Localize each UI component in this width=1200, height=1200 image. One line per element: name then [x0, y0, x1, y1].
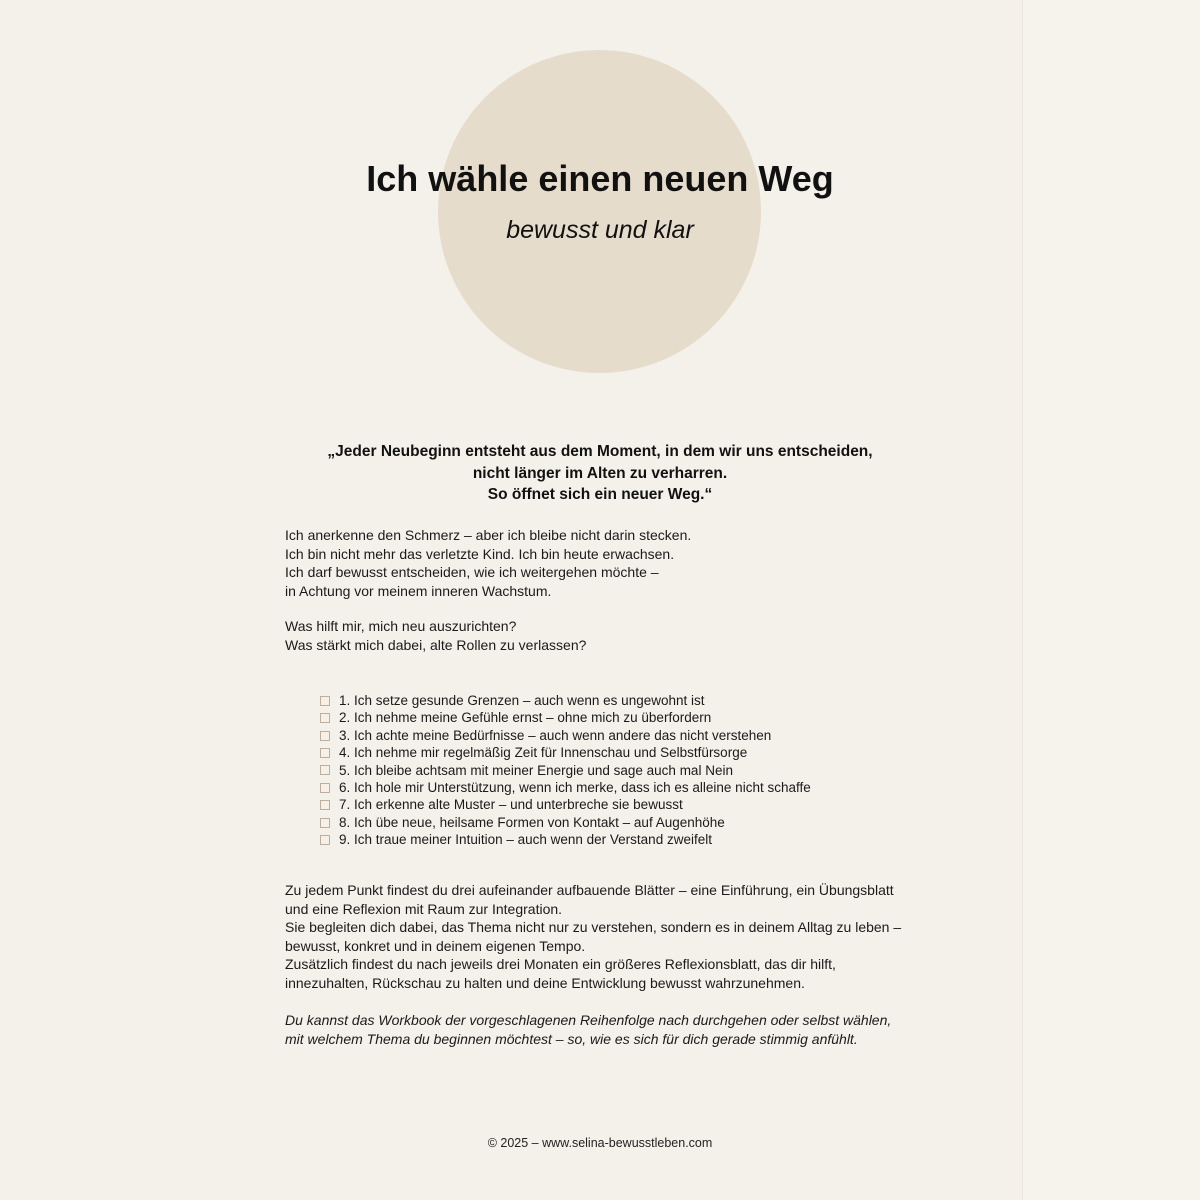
checklist-item-label: 1. Ich setze gesunde Grenzen – auch wenn es ungewohnt ist	[339, 693, 705, 708]
note-line: mit welchem Thema du beginnen möchtest – so, wie es sich für dich gerade stimmig anfühlt.	[285, 1030, 858, 1047]
intro-line: Ich anerkenne den Schmerz – aber ich bleibe nicht darin stecken.	[285, 527, 692, 543]
footer-copyright: © 2025 – www.selina-bewusstleben.com	[487, 1136, 713, 1150]
checklist	[320, 692, 811, 849]
details-line: Sie begleiten dich dabei, das Thema nicht nur zu verstehen, sondern es in deinem Alltag zu leben –	[285, 919, 902, 935]
checkbox[interactable]	[320, 818, 330, 828]
checklist-item	[320, 709, 811, 726]
checklist-item-label: 2. Ich nehme meine Gefühle ernst – ohne mich zu überfordern	[339, 710, 712, 726]
checkbox[interactable]	[320, 765, 330, 775]
checklist-item	[320, 744, 811, 761]
checklist-item	[320, 762, 811, 779]
question-line: Was stärkt mich dabei, alte Rollen zu verlassen?	[285, 636, 587, 653]
decorative-circle	[438, 50, 761, 373]
checkbox[interactable]	[320, 748, 330, 758]
intro-line: Ich darf bewusst entscheiden, wie ich weitergehen möchte –	[285, 564, 659, 580]
checklist-item-label: 9. Ich traue meiner Intuition – auch wenn der Verstand zweifelt	[339, 832, 712, 848]
details-line: Zu jedem Punkt findest du drei aufeinander aufbauende Blätter – eine Einführung, ein Übungsblatt	[285, 882, 894, 898]
checklist-item	[320, 831, 811, 848]
checklist-item	[320, 814, 811, 831]
quote-line: So öffnet sich ein neuer Weg.“	[487, 486, 713, 503]
checklist-item-label: 6. Ich hole mir Unterstützung, wenn ich merke, dass ich es alleine nicht schaffe	[339, 780, 811, 796]
intro-line: Ich bin nicht mehr das verletzte Kind. Ich bin heute erwachsen.	[285, 545, 675, 562]
quote-line: nicht länger im Alten zu verharren.	[472, 464, 728, 482]
note-line: Du kannst das Workbook der vorgeschlagenen Reihenfolge nach durchgehen oder selbst wählen,	[285, 1012, 892, 1028]
quote-line: „Jeder Neubeginn entsteht aus dem Moment, in dem wir uns entscheiden,	[327, 443, 873, 460]
checklist-item	[320, 796, 811, 813]
checklist-item-label: 4. Ich nehme mir regelmäßig Zeit für Innenschau und Selbstfürsorge	[339, 745, 748, 761]
page-subtitle: bewusst und klar	[506, 216, 694, 244]
checklist-item	[320, 779, 811, 796]
checkbox[interactable]	[320, 731, 330, 741]
page-title: Ich wähle einen neuen Weg	[366, 158, 834, 199]
intro-paragraph	[285, 526, 691, 600]
details-line: Zusätzlich findest du nach jeweils drei Monaten ein größeres Reflexionsblatt, das dir hilft,	[285, 956, 836, 972]
details-line: und eine Reflexion mit Raum zur Integration.	[285, 900, 563, 917]
details-line: innezuhalten, Rückschau zu halten und deine Entwicklung bewusst wahrzunehmen.	[285, 974, 805, 991]
question-line: Was hilft mir, mich neu auszurichten?	[285, 618, 517, 634]
details-line: bewusst, konkret und in deinem eigenen Tempo.	[285, 937, 586, 954]
checklist-item-label: 8. Ich übe neue, heilsame Formen von Kontakt – auf Augenhöhe	[339, 814, 725, 830]
checkbox[interactable]	[320, 696, 330, 706]
details-paragraph	[285, 881, 901, 992]
checklist-item-label: 3. Ich achte meine Bedürfnisse – auch wenn andere das nicht verstehen	[339, 727, 772, 743]
checkbox[interactable]	[320, 800, 330, 810]
workbook-note	[285, 1011, 891, 1048]
checklist-item-label: 7. Ich erkenne alte Muster – und unterbreche sie bewusst	[339, 797, 683, 813]
checkbox[interactable]	[320, 713, 330, 723]
quote-block	[0, 441, 1200, 506]
checklist-item	[320, 692, 811, 709]
questions-paragraph	[285, 617, 586, 654]
intro-line: in Achtung vor meinem inneren Wachstum.	[285, 582, 552, 599]
checklist-item	[320, 727, 811, 744]
checklist-item-label: 5. Ich bleibe achtsam mit meiner Energie und sage auch mal Nein	[339, 762, 733, 778]
checkbox[interactable]	[320, 783, 330, 793]
checkbox[interactable]	[320, 835, 330, 845]
